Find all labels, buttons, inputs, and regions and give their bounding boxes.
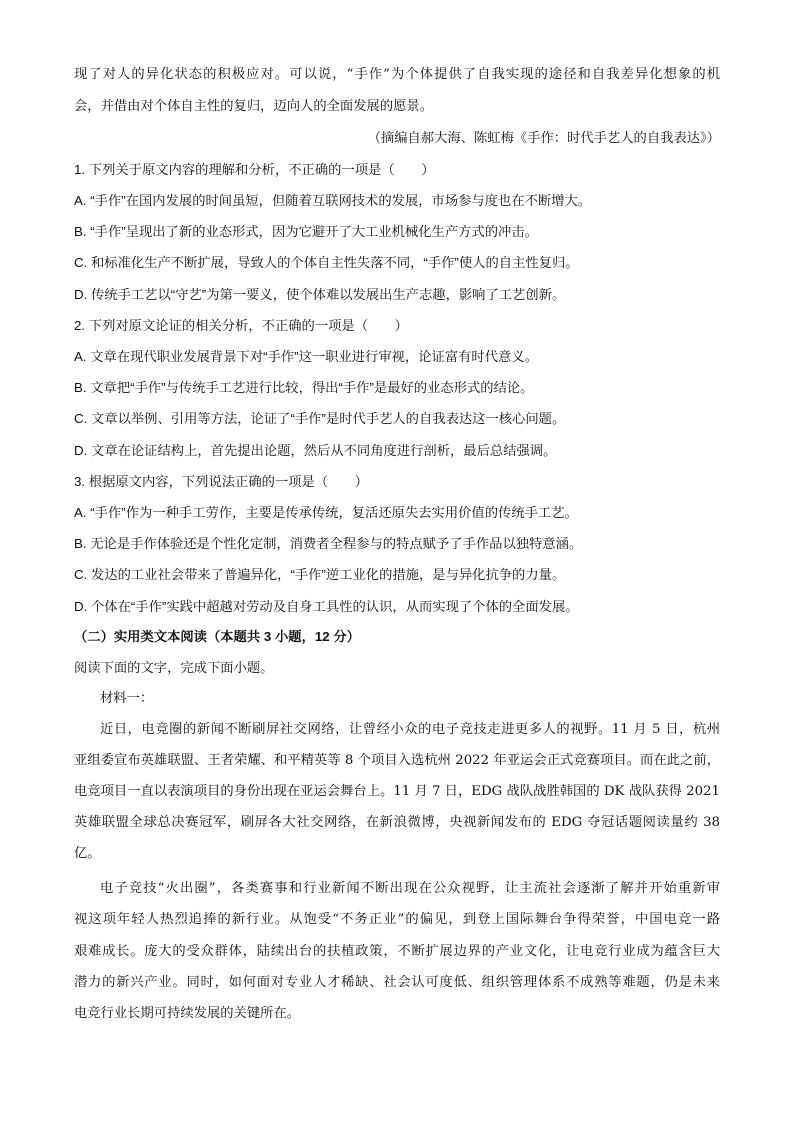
material-paragraph-line: 亿。	[74, 846, 101, 861]
article-text-line: 现了对人的异化状态的积极应对。可以说，“手作”为个体提供了自我实现的途径和自我差异化想象的机	[74, 67, 720, 82]
answer-option: C. 文章以举例、引用等方法，论证了“手作”是时代手艺人的自我表达这一核心问题。	[74, 411, 566, 426]
answer-option: A. “手作”作为一种手工劳作，主要是传承传统，复活还原失去实用价值的传统手工艺。	[74, 505, 578, 520]
material-paragraph-line: 亚组委宣布英雄联盟、王者荣耀、和平精英等 8 个项目入选杭州 2022 年亚运会正式竞赛项目。而在此之前，	[74, 753, 720, 768]
material-paragraph-line: 潜力的新兴产业。同时，如何面对专业人才稀缺、社会认可度低、组织管理体系不成熟等难题，仍是未来	[74, 975, 720, 990]
article-source: （摘编自郝大海、陈虹梅《手作：时代手艺人的自我表达》）	[367, 131, 720, 146]
answer-option: B. 文章把“手作”与传统手工艺进行比较，得出“手作”是最好的业态形式的结论。	[74, 380, 534, 395]
answer-option: C. 和标准化生产不断扩展，导致人的个体自主性失落不同，“手作”使人的自主性复归。	[74, 255, 579, 270]
material-paragraph-line: 英雄联盟全球总决赛冠军，刷屏各大社交网络，在新浪微博，央视新闻发布的 EDG 夺冠话题阅读量约 38	[74, 815, 720, 830]
section-heading: （二）实用类文本阅读（本题共 3 小题，12 分）	[74, 629, 360, 644]
answer-option: D. 传统手工艺以“守艺”为第一要义，使个体难以发展出生产志趣，影响了工艺创新。	[74, 287, 566, 302]
answer-option: C. 发达的工业社会带来了普遍异化，“手作”逆工业化的措施，是与异化抗争的力量。	[74, 567, 566, 582]
question-stem: 3. 根据原文内容，下列说法正确的一项是（ ）	[74, 474, 369, 489]
material-paragraph-line: 电竞项目一直以表演项目的身份出现在亚运会舞台上。11 月 7 日，EDG 战队战胜韩国的 DK 战队获得 2021	[74, 784, 720, 799]
material-label: 材料一：	[100, 691, 154, 706]
material-paragraph-line: 近日，电竞圈的新闻不断刷屏社交网络，让曾经小众的电子竞技走进更多人的视野。11 月 5 日，杭州	[100, 722, 720, 737]
material-paragraph-line: 视这项年轻人热烈追捧的新行业。从饱受“不务正业”的偏见，到登上国际舞台争得荣誉，中国电竞一路	[74, 912, 720, 927]
material-paragraph-line: 电子竞技“火出圈”，各类赛事和行业新闻不断出现在公众视野，让主流社会逐渐了解并开始重新审	[100, 881, 720, 896]
answer-option: A. 文章在现代职业发展背景下对“手作”这一职业进行审视，论证富有时代意义。	[74, 349, 538, 364]
answer-option: A. “手作”在国内发展的时间虽短，但随着互联网技术的发展，市场参与度也在不断增大。	[74, 193, 592, 208]
question-stem: 2. 下列对原文论证的相关分析，不正确的一项是（ ）	[74, 318, 408, 333]
answer-option: B. 无论是手作体验还是个性化定制，消费者全程参与的特点赋予了手作品以独特意涵。	[74, 536, 583, 551]
answer-option: B. “手作”呈现出了新的业态形式，因为它避开了大工业机械化生产方式的冲击。	[74, 224, 538, 239]
article-text-line: 会，并借由对个体自主性的复归，迈向人的全面发展的愿景。	[74, 99, 434, 114]
material-paragraph-line: 电竞行业长期可持续发展的关键所在。	[74, 1006, 301, 1021]
question-stem: 1. 下列关于原文内容的理解和分析，不正确的一项是（ ）	[74, 162, 435, 177]
answer-option: D. 个体在“手作”实践中超越对劳动及自身工具性的认识，从而实现了个体的全面发展。	[74, 599, 579, 614]
material-paragraph-line: 艰难成长。庞大的受众群体，陆续出台的扶植政策，不断扩展边界的产业文化，让电竞行业成为蕴含巨大	[74, 944, 720, 959]
answer-option: D. 文章在论证结构上，首先提出论题，然后从不同角度进行剖析，最后总结强调。	[74, 443, 557, 458]
section-instruction: 阅读下面的文字，完成下面小题。	[74, 660, 274, 675]
